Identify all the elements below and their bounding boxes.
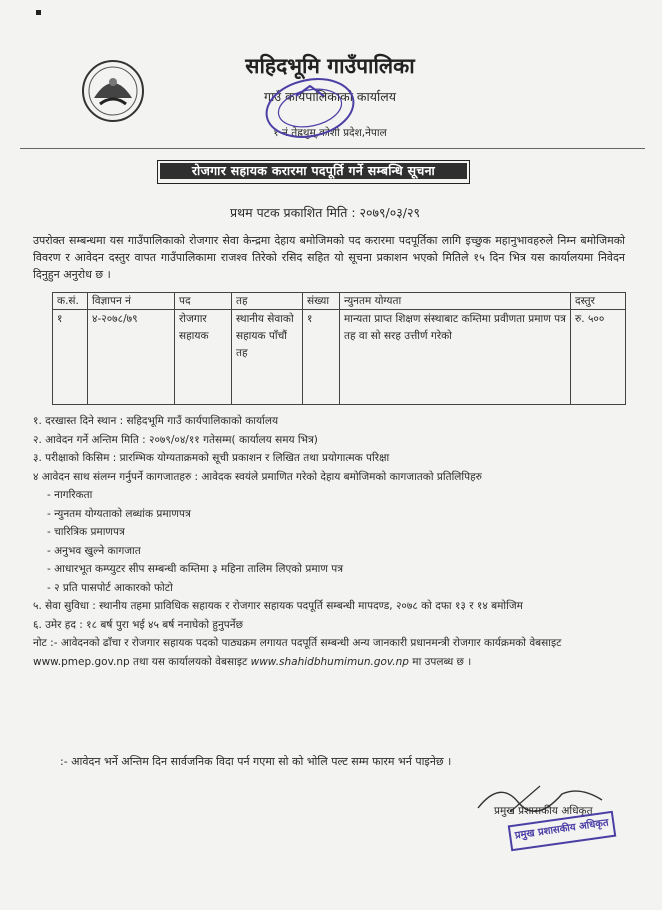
publish-date: प्रथम पटक प्रकाशित मिति : २०७९/०३/२९ [230, 205, 420, 220]
item-note [33, 634, 625, 671]
item-age-limit: ६. उमेर हद : १८ बर्ष पुरा भई ४५ बर्ष ननाघेको हुनुपर्नेछ [33, 618, 243, 631]
intro-paragraph: उपरोक्त सम्बन्धमा यस गाउँपालिकाको रोजगार सेवा केन्द्रमा देहाय बमोजिमको पद करारमा पदपूर्तिका लागि इच्छुक महानुभावहरुले निम्न बमोजिमको विवरण र आवेदन दस्तुर वापत गाउँपालिकामा राजश्व तिरेको रसिद सहित यो सूचना प्रकाशन भएको मितिले १५ दिन भित्र यस कार्यालयमा निवेदन दिनुहुन अनुरोध छ । [33, 234, 625, 281]
cell-ad-no: ४-२०७८/७९ [88, 310, 175, 405]
cell-post: रोजगार सहायक [175, 310, 232, 405]
item-deadline: २. आवेदन गर्ने अन्तिम मिति : २०७९/०४/११ गतेसम्म( कार्यालय समय भित्र) [33, 433, 318, 446]
office-address: १ नं तेह्रथुम्,कोशी प्रदेश,नेपाल [273, 127, 387, 139]
doc-experience: - अनुभव खुल्ने कागजात [47, 544, 141, 557]
cell-count: १ [303, 310, 340, 405]
item-documents: ४ आवेदन साथ संलग्न गर्नुपर्ने कागजातहरु : आवेदक स्वयंले प्रमाणित गरेको देहाय बमोजिमको कागजातको प्रतिलिपिहरु [33, 470, 482, 483]
note-tail: मा उपलब्ध छ । [412, 655, 472, 668]
col-sn: क.सं. [53, 293, 88, 310]
col-level: तह [232, 293, 303, 310]
cell-qualification: मान्यता प्राप्त शिक्षण संस्थाबाट कम्तिमा प्रवीणता प्रमाण पत्र तह वा सो सरह उत्तीर्ण गरेको [340, 310, 571, 405]
nepal-emblem-icon [80, 58, 146, 124]
holiday-note: :- आवेदन भर्ने अन्तिम दिन सार्वजनिक विदा पर्न गएमा सो को भोलि पल्ट सम्म फारम भर्न पाइनेछ । [60, 755, 452, 768]
corner-dot [36, 10, 41, 15]
table-row [53, 310, 626, 405]
doc-citizenship: - नागरिकता [47, 489, 93, 501]
col-count: संख्या [303, 293, 340, 310]
vacancy-table [52, 292, 626, 405]
signatory-title: प्रमुख प्रशासकीय अधिकृत [494, 805, 593, 817]
col-qualification: न्युनतम योग्यता [340, 293, 571, 310]
office-stamp [262, 76, 358, 140]
notice-banner [157, 160, 470, 184]
doc-marksheet: - न्युनतम योग्यताको लब्धांक प्रमाणपत्र [47, 507, 191, 520]
col-ad-no: विज्ञापन नं [88, 293, 175, 310]
office-website-link[interactable]: www.shahidbhumimun.gov.np [250, 655, 409, 668]
notice-items [33, 412, 625, 671]
doc-character: - चारित्रिक प्रमाणपत्र [47, 526, 125, 538]
col-fee: दस्तुर [571, 293, 626, 310]
header-rule [20, 148, 645, 149]
item-facilities: ५. सेवा सुविधा : स्थानीय तहमा प्राविधिक सहायक र रोजगार सहायक पदपूर्ति सम्बन्धी मापदण्ड, २०७८ को दफा १३ र १४ बमोजिम [33, 600, 523, 612]
table-header-row [53, 293, 626, 310]
municipality-title: सहिदभूमि गाउँपालिका [245, 54, 415, 78]
cell-level: स्थानीय सेवाको सहायक पाँचौं तह [232, 310, 303, 405]
banner-text: रोजगार सहायक करारमा पदपूर्ति गर्ने सम्बन्धि सूचना [160, 163, 467, 179]
col-post: पद [175, 293, 232, 310]
doc-photo: - २ प्रति पासपोर्ट आकारको फोटो [47, 581, 173, 594]
cell-fee: रु. ५०० [571, 310, 626, 405]
note-text: नोट :- आवेदनको ढाँचा र रोजगार सहायक पदको पाठ्यक्रम लगायत पदपूर्ति सम्बन्धी अन्य जानकारी प्रधानमन्त्री रोजगार कार्यक्रमको वेबसाइट www.pmep.gov.np तथा यस कार्यालयको वेबसाइट [33, 637, 562, 668]
signatory-stamp: प्रमुख प्रशासकीय अधिकृत [508, 811, 617, 851]
item-exam-type: ३. परीक्षाको किसिम : प्रारम्भिक योग्यताक्रमको सूची प्रकाशन र लिखित तथा प्रयोगात्मक परिक्षा [33, 452, 390, 464]
office-subtitle: गाउँ कार्यपालिकाको कार्यालय [264, 89, 396, 104]
doc-computer-training: - आधारभूत कम्प्युटर सीप सम्बन्धी कम्तिमा ३ महिना तालिम लिएको प्रमाण पत्र [47, 563, 344, 575]
cell-sn: १ [53, 310, 88, 405]
item-application-place: १. दरखास्त दिने स्थान : सहिदभूमि गाउँ कार्यपालिकाको कार्यालय [33, 415, 279, 427]
